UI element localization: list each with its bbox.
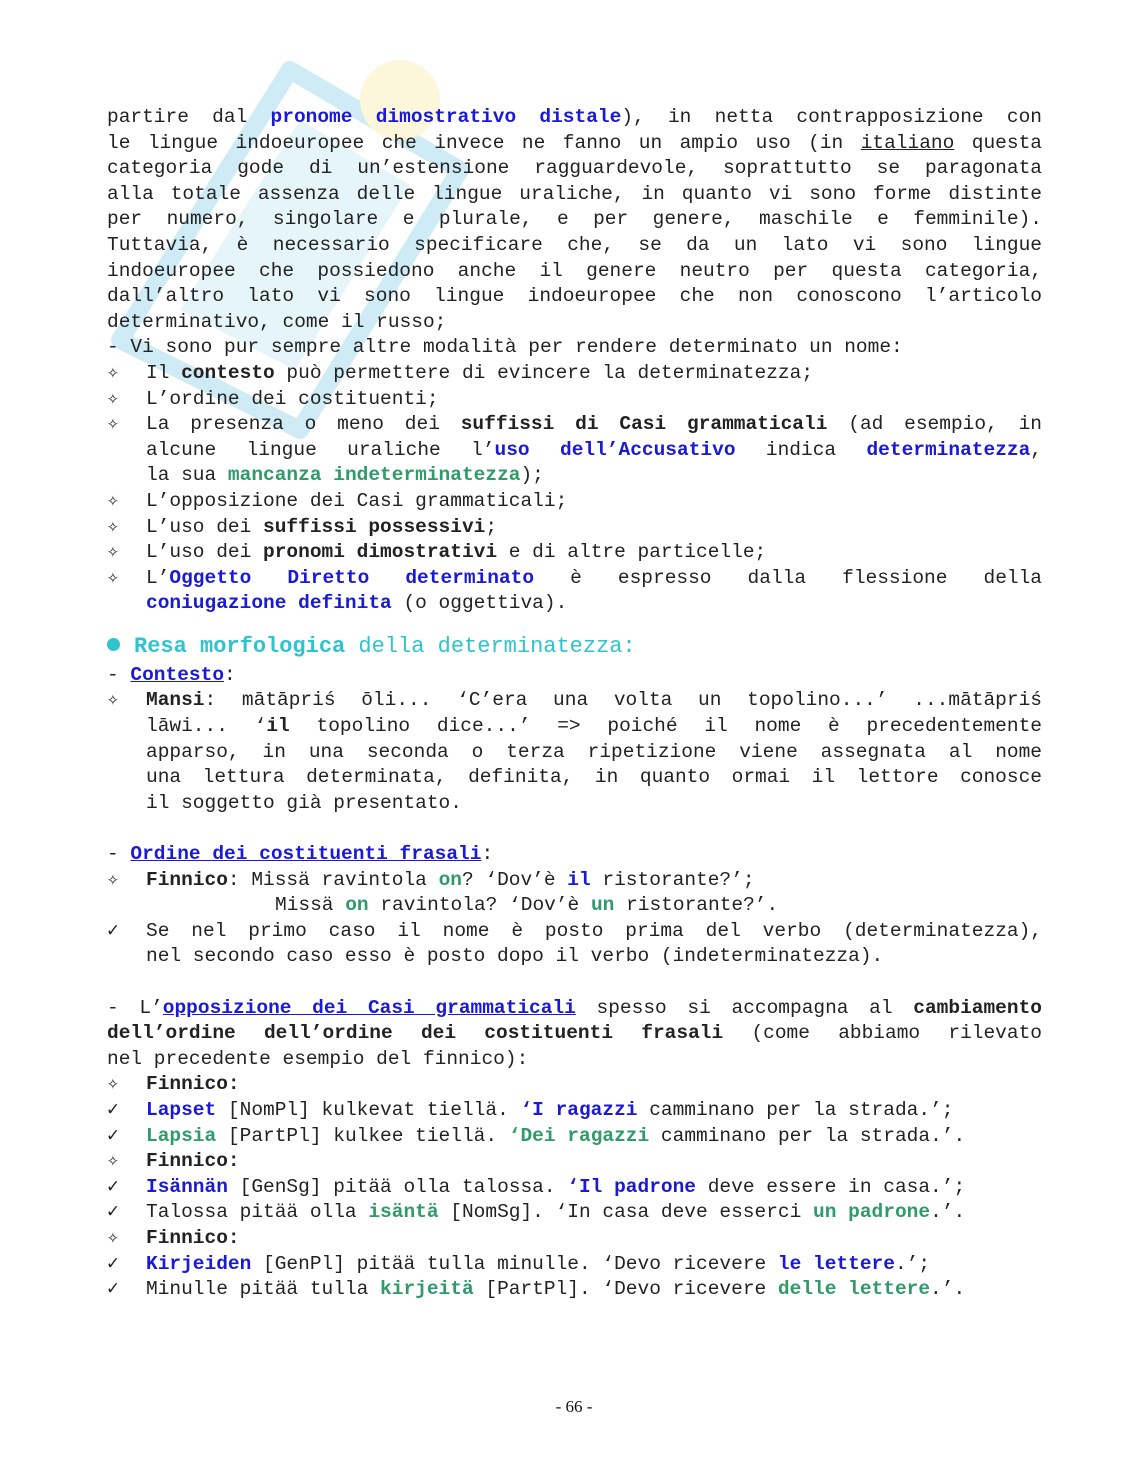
text-line: indoeuropee che possiedono anche il genere neutro per questa categoria, [107,259,1042,282]
check-icon: ✓ [107,1201,119,1224]
list-item: ✓ Lapsia [PartPl] kulkee tiellä. ‘Dei ragazzi camminano per la strada.’. [107,1124,1042,1150]
list-item: ✓ Lapset [NomPl] kulkevat tiellä. ‘I ragazzi camminano per la strada.’; [107,1098,1042,1124]
list-item: ✧ Finnico: [107,1149,1042,1175]
bullet-dot-icon [107,638,120,651]
star-bullet-icon: ✧ [107,566,119,589]
list-item: ✧ Finnico: Missä ravintola on? ‘Dov’è il ristorante?’; [107,868,1042,894]
star-bullet-icon: ✧ [107,689,119,712]
subheading: - Ordine dei costituenti frasali: [107,843,494,866]
list-item: ✧ La presenza o meno dei suffissi di Casi grammaticali (ad esempio, in [107,412,1042,438]
list-item: ✓ Minulle pitää tulla kirjeitä [PartPl]. ‘Devo ricevere delle lettere.’. [107,1277,1042,1303]
list-item-continued: alcune lingue uraliche l’uso dell’Accusativo indica determinatezza, [146,438,1042,461]
text-line: per numero, singolare e plurale, e per genere, maschile e femminile). [107,208,1042,231]
example-line: Missä on ravintola? ‘Dov’è un ristorante?’. [275,894,779,917]
list-item-continued: una lettura determinata, definita, in quanto ormai il lettore conosce [146,766,1042,789]
section-heading: Resa morfologica della determinatezza: [107,631,1042,663]
text-line: partire dal pronome dimostrativo distale), in netta contrapposizione con [107,106,1042,128]
text-line: - L’opposizione dei Casi grammaticali spesso si accompagna al cambiamento [107,996,1042,1019]
list-item: ✧ L’uso dei suffissi possessivi; [107,515,1042,541]
list-item-continued: coniugazione definita (o oggettiva). [146,592,568,615]
check-icon: ✓ [107,1175,119,1198]
check-icon: ✓ [107,1278,119,1301]
text-line: dell’ordine dell’ordine dei costituenti frasali (come abbiamo rilevato [107,1022,1042,1045]
list-item: ✧ Mansi: mātāpriś ōli... ‘C’era una volta un topolino...’ ...mātāpriś [107,688,1042,714]
list-item-continued: nel secondo caso esso è posto dopo il verbo (indeterminatezza). [146,945,884,968]
text-line: dall’altro lato vi sono lingue indoeuropee che non conoscono l’articolo [107,285,1042,308]
star-bullet-icon: ✧ [107,515,119,538]
check-icon: ✓ [107,1098,119,1121]
list-item-continued: la sua mancanza indeterminatezza); [146,464,544,487]
page-number: - 66 - [555,1397,593,1416]
list-item: ✧ L’ordine dei costituenti; [107,387,1042,413]
list-item: ✧ L’uso dei pronomi dimostrativi e di altre particelle; [107,540,1042,566]
list-item-continued: lāwi... ‘il topolino dice...’ => poiché il nome è precedentemente [146,715,1042,738]
star-bullet-icon: ✧ [107,361,119,384]
check-icon: ✓ [107,919,119,942]
star-bullet-icon: ✧ [107,1150,119,1173]
star-bullet-icon: ✧ [107,868,119,891]
star-bullet-icon: ✧ [107,1226,119,1249]
list-item: ✧ L’Oggetto Diretto determinato è espresso dalla flessione della [107,566,1042,592]
list-item: ✧ Il contesto può permettere di evincere la determinatezza; [107,361,1042,387]
list-item: ✧ L’opposizione dei Casi grammaticali; [107,489,1042,515]
text-line: nel precedente esempio del finnico): [107,1047,529,1070]
list-item: ✓ Se nel primo caso il nome è posto prima del verbo (determinatezza), [107,919,1042,945]
star-bullet-icon: ✧ [107,1073,119,1096]
list-item: ✓ Isännän [GenSg] pitää olla talossa. ‘Il padrone deve essere in casa.’; [107,1175,1042,1201]
star-bullet-icon: ✧ [107,489,119,512]
list-item: ✧ Finnico: [107,1072,1042,1098]
text-line: Tuttavia, è necessario specificare che, se da un lato vi sono lingue [107,233,1042,256]
text-line: le lingue indoeuropee che invece ne fanno un ampio uso (in italiano questa [107,131,1042,154]
star-bullet-icon: ✧ [107,387,119,410]
list-item: ✓ Kirjeiden [GenPl] pitää tulla minulle. ‘Devo ricevere le lettere.’; [107,1252,1042,1278]
text-line: determinativo, come il russo; [107,310,447,333]
subheading: - Contesto: [107,663,236,686]
text-line: categoria gode di un’estensione ragguardevole, soprattutto se paragonata [107,157,1042,180]
list-item-continued: apparso, in una seconda o terza ripetizione viene assegnata al nome [146,740,1042,763]
text-line: alla totale assenza delle lingue uraliche, in quanto vi sono forme distinte [107,182,1042,205]
check-icon: ✓ [107,1252,119,1275]
list-item: ✧ Finnico: [107,1226,1042,1252]
body-text [107,105,1042,1303]
check-icon: ✓ [107,1124,119,1147]
list-item: ✓ Talossa pitää olla isäntä [NomSg]. ‘In casa deve esserci un padrone.’. [107,1200,1042,1226]
star-bullet-icon: ✧ [107,541,119,564]
list-item-continued: il soggetto già presentato. [146,791,462,814]
text-line: - Vi sono pur sempre altre modalità per rendere determinato un nome: [107,336,903,359]
star-bullet-icon: ✧ [107,413,119,436]
